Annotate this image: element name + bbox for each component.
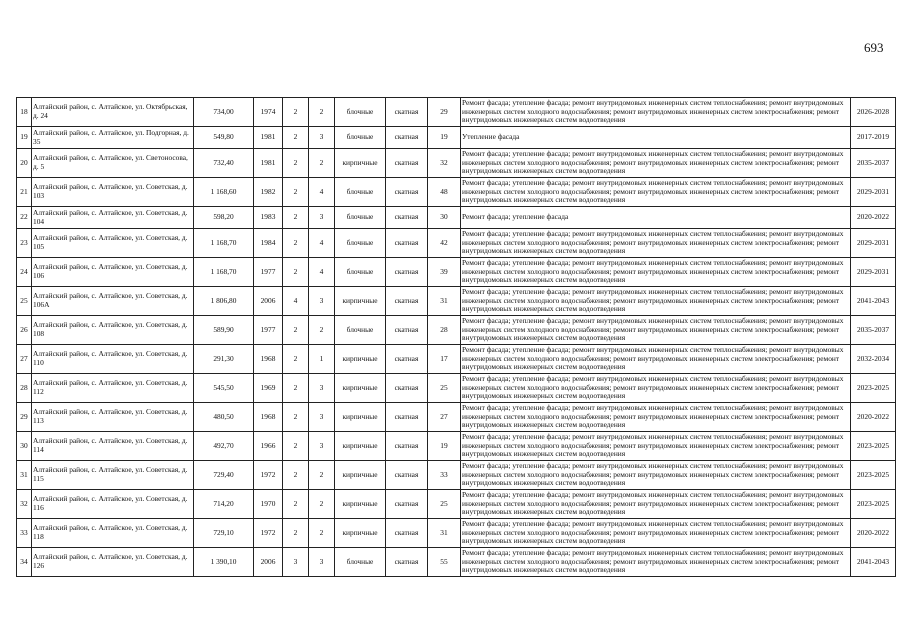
area-cell: 492,70	[194, 432, 254, 461]
floors-cell: 2	[283, 149, 309, 178]
address-cell: Алтайский район, с. Алтайское, ул. Советская, д. 118	[32, 519, 194, 548]
roof-type-cell: скатная	[386, 432, 428, 461]
area-cell: 1 390,10	[194, 548, 254, 577]
repair-period-cell: 2023-2025	[851, 461, 896, 490]
repair-period-cell: 2020-2022	[851, 519, 896, 548]
table-row	[17, 490, 896, 519]
floors-cell: 2	[283, 316, 309, 345]
roof-type-cell: скатная	[386, 345, 428, 374]
row-number: 33	[17, 519, 32, 548]
area-cell: 589,90	[194, 316, 254, 345]
repair-period-cell: 2023-2025	[851, 374, 896, 403]
floors-cell: 2	[283, 258, 309, 287]
address-cell: Алтайский район, с. Алтайское, ул. Советская, д. 112	[32, 374, 194, 403]
residents-cell: 19	[428, 432, 461, 461]
entrances-cell: 3	[309, 287, 335, 316]
area-cell: 1 806,80	[194, 287, 254, 316]
entrances-cell: 3	[309, 207, 335, 229]
roof-type-cell: скатная	[386, 229, 428, 258]
works-cell: Ремонт фасада; утепление фасада; ремонт внутридомовых инженерных систем теплоснабжения; ремонт внутридомовых инженерных систем холодного водоснабжения; ремонт внутридомовых инженерных систем электроснабжения; ремонт внутридомовых инженерных систем водоотведения	[461, 316, 851, 345]
address-cell: Алтайский район, с. Алтайское, ул. Советская, д. 105	[32, 229, 194, 258]
works-cell: Ремонт фасада; утепление фасада; ремонт внутридомовых инженерных систем теплоснабжения; ремонт внутридомовых инженерных систем холодного водоснабжения; ремонт внутридомовых инженерных систем электроснабжения; ремонт внутридомовых инженерных систем водоотведения	[461, 149, 851, 178]
works-cell: Утепление фасада	[461, 127, 851, 149]
address-cell: Алтайский район, с. Алтайское, ул. Светоносова, д. 5	[32, 149, 194, 178]
year-cell: 1974	[254, 98, 283, 127]
year-cell: 1968	[254, 403, 283, 432]
walls-material-cell: кирпичные	[335, 403, 386, 432]
row-number: 19	[17, 127, 32, 149]
entrances-cell: 3	[309, 374, 335, 403]
walls-material-cell: кирпичные	[335, 461, 386, 490]
year-cell: 1977	[254, 258, 283, 287]
table-row	[17, 287, 896, 316]
table-row	[17, 519, 896, 548]
floors-cell: 2	[283, 127, 309, 149]
table-row	[17, 374, 896, 403]
floors-cell: 2	[283, 207, 309, 229]
year-cell: 1982	[254, 178, 283, 207]
walls-material-cell: блочные	[335, 178, 386, 207]
area-cell: 729,40	[194, 461, 254, 490]
works-cell: Ремонт фасада; утепление фасада	[461, 207, 851, 229]
walls-material-cell: блочные	[335, 229, 386, 258]
entrances-cell: 4	[309, 258, 335, 287]
works-cell: Ремонт фасада; утепление фасада; ремонт внутридомовых инженерных систем теплоснабжения; ремонт внутридомовых инженерных систем холодного водоснабжения; ремонт внутридомовых инженерных систем электроснабжения; ремонт внутридомовых инженерных систем водоотведения	[461, 374, 851, 403]
repair-period-cell: 2035-2037	[851, 316, 896, 345]
area-cell: 732,40	[194, 149, 254, 178]
table-row	[17, 178, 896, 207]
year-cell: 1977	[254, 316, 283, 345]
table-row	[17, 229, 896, 258]
table-row	[17, 432, 896, 461]
address-cell: Алтайский район, с. Алтайское, ул. Советская, д. 104	[32, 207, 194, 229]
entrances-cell: 2	[309, 490, 335, 519]
entrances-cell: 3	[309, 432, 335, 461]
repair-period-cell: 2032-2034	[851, 345, 896, 374]
address-cell: Алтайский район, с. Алтайское, ул. Советская, д. 126	[32, 548, 194, 577]
area-cell: 480,50	[194, 403, 254, 432]
roof-type-cell: скатная	[386, 98, 428, 127]
address-cell: Алтайский район, с. Алтайское, ул. Советская, д. 110	[32, 345, 194, 374]
works-cell: Ремонт фасада; утепление фасада; ремонт внутридомовых инженерных систем теплоснабжения; ремонт внутридомовых инженерных систем холодного водоснабжения; ремонт внутридомовых инженерных систем электроснабжения; ремонт внутридомовых инженерных систем водоотведения	[461, 178, 851, 207]
residents-cell: 39	[428, 258, 461, 287]
address-cell: Алтайский район, с. Алтайское, ул. Советская, д. 114	[32, 432, 194, 461]
entrances-cell: 2	[309, 149, 335, 178]
year-cell: 1972	[254, 519, 283, 548]
works-cell: Ремонт фасада; утепление фасада; ремонт внутридомовых инженерных систем теплоснабжения; ремонт внутридомовых инженерных систем холодного водоснабжения; ремонт внутридомовых инженерных систем электроснабжения; ремонт внутридомовых инженерных систем водоотведения	[461, 403, 851, 432]
residents-cell: 32	[428, 149, 461, 178]
row-number: 31	[17, 461, 32, 490]
year-cell: 2006	[254, 287, 283, 316]
works-cell: Ремонт фасада; утепление фасада; ремонт внутридомовых инженерных систем теплоснабжения; ремонт внутридомовых инженерных систем холодного водоснабжения; ремонт внутридомовых инженерных систем электроснабжения; ремонт внутридомовых инженерных систем водоотведения	[461, 258, 851, 287]
row-number: 22	[17, 207, 32, 229]
residents-cell: 30	[428, 207, 461, 229]
roof-type-cell: скатная	[386, 207, 428, 229]
repair-period-cell: 2020-2022	[851, 403, 896, 432]
floors-cell: 2	[283, 178, 309, 207]
address-cell: Алтайский район, с. Алтайское, ул. Советская, д. 106	[32, 258, 194, 287]
repair-period-cell: 2029-2031	[851, 178, 896, 207]
table-row	[17, 127, 896, 149]
year-cell: 1981	[254, 149, 283, 178]
address-cell: Алтайский район, с. Алтайское, ул. Советская, д. 108	[32, 316, 194, 345]
row-number: 28	[17, 374, 32, 403]
residents-cell: 31	[428, 287, 461, 316]
residents-cell: 55	[428, 548, 461, 577]
table-row	[17, 98, 896, 127]
walls-material-cell: блочные	[335, 207, 386, 229]
walls-material-cell: блочные	[335, 258, 386, 287]
floors-cell: 2	[283, 432, 309, 461]
walls-material-cell: блочные	[335, 316, 386, 345]
table-row	[17, 461, 896, 490]
entrances-cell: 2	[309, 98, 335, 127]
floors-cell: 2	[283, 229, 309, 258]
entrances-cell: 1	[309, 345, 335, 374]
repair-period-cell: 2041-2043	[851, 287, 896, 316]
works-cell: Ремонт фасада; утепление фасада; ремонт внутридомовых инженерных систем теплоснабжения; ремонт внутридомовых инженерных систем холодного водоснабжения; ремонт внутридомовых инженерных систем электроснабжения; ремонт внутридомовых инженерных систем водоотведения	[461, 229, 851, 258]
row-number: 34	[17, 548, 32, 577]
page-number: 693	[864, 40, 884, 55]
residents-cell: 25	[428, 374, 461, 403]
entrances-cell: 4	[309, 229, 335, 258]
entrances-cell: 4	[309, 178, 335, 207]
address-cell: Алтайский район, с. Алтайское, ул. Подгорная, д. 35	[32, 127, 194, 149]
roof-type-cell: скатная	[386, 403, 428, 432]
entrances-cell: 2	[309, 461, 335, 490]
walls-material-cell: кирпичные	[335, 345, 386, 374]
works-cell: Ремонт фасада; утепление фасада; ремонт внутридомовых инженерных систем теплоснабжения; ремонт внутридомовых инженерных систем холодного водоснабжения; ремонт внутридомовых инженерных систем электроснабжения; ремонт внутридомовых инженерных систем водоотведения	[461, 432, 851, 461]
table-row	[17, 316, 896, 345]
residents-cell: 42	[428, 229, 461, 258]
roof-type-cell: скатная	[386, 374, 428, 403]
works-cell: Ремонт фасада; утепление фасада; ремонт внутридомовых инженерных систем теплоснабжения; ремонт внутридомовых инженерных систем холодного водоснабжения; ремонт внутридомовых инженерных систем электроснабжения; ремонт внутридомовых инженерных систем водоотведения	[461, 98, 851, 127]
works-cell: Ремонт фасада; утепление фасада; ремонт внутридомовых инженерных систем теплоснабжения; ремонт внутридомовых инженерных систем холодного водоснабжения; ремонт внутридомовых инженерных систем электроснабжения; ремонт внутридомовых инженерных систем водоотведения	[461, 287, 851, 316]
year-cell: 1969	[254, 374, 283, 403]
residents-cell: 28	[428, 316, 461, 345]
address-cell: Алтайский район, с. Алтайское, ул. Советская, д. 115	[32, 461, 194, 490]
residents-cell: 48	[428, 178, 461, 207]
walls-material-cell: кирпичные	[335, 432, 386, 461]
table-body	[17, 98, 896, 577]
table-row	[17, 403, 896, 432]
residents-cell: 31	[428, 519, 461, 548]
year-cell: 1970	[254, 490, 283, 519]
roof-type-cell: скатная	[386, 149, 428, 178]
residents-cell: 29	[428, 98, 461, 127]
table-row	[17, 258, 896, 287]
repair-period-cell: 2029-2031	[851, 229, 896, 258]
repair-period-cell: 2026-2028	[851, 98, 896, 127]
walls-material-cell: блочные	[335, 98, 386, 127]
roof-type-cell: скатная	[386, 258, 428, 287]
row-number: 18	[17, 98, 32, 127]
address-cell: Алтайский район, с. Алтайское, ул. Советская, д. 116	[32, 490, 194, 519]
roof-type-cell: скатная	[386, 287, 428, 316]
floors-cell: 2	[283, 345, 309, 374]
housing-register-table	[16, 97, 896, 577]
address-cell: Алтайский район, с. Алтайское, ул. Октябрьская, д. 24	[32, 98, 194, 127]
year-cell: 1981	[254, 127, 283, 149]
repair-period-cell: 2035-2037	[851, 149, 896, 178]
roof-type-cell: скатная	[386, 316, 428, 345]
walls-material-cell: блочные	[335, 548, 386, 577]
walls-material-cell: кирпичные	[335, 519, 386, 548]
roof-type-cell: скатная	[386, 490, 428, 519]
entrances-cell: 3	[309, 403, 335, 432]
year-cell: 1983	[254, 207, 283, 229]
residents-cell: 27	[428, 403, 461, 432]
year-cell: 1968	[254, 345, 283, 374]
area-cell: 545,50	[194, 374, 254, 403]
works-cell: Ремонт фасада; утепление фасада; ремонт внутридомовых инженерных систем теплоснабжения; ремонт внутридомовых инженерных систем холодного водоснабжения; ремонт внутридомовых инженерных систем электроснабжения; ремонт внутридомовых инженерных систем водоотведения	[461, 490, 851, 519]
area-cell: 734,00	[194, 98, 254, 127]
repair-period-cell: 2023-2025	[851, 432, 896, 461]
entrances-cell: 3	[309, 548, 335, 577]
works-cell: Ремонт фасада; утепление фасада; ремонт внутридомовых инженерных систем теплоснабжения; ремонт внутридомовых инженерных систем холодного водоснабжения; ремонт внутридомовых инженерных систем электроснабжения; ремонт внутридомовых инженерных систем водоотведения	[461, 548, 851, 577]
roof-type-cell: скатная	[386, 548, 428, 577]
floors-cell: 2	[283, 403, 309, 432]
walls-material-cell: кирпичные	[335, 149, 386, 178]
area-cell: 1 168,70	[194, 258, 254, 287]
walls-material-cell: кирпичные	[335, 490, 386, 519]
floors-cell: 3	[283, 548, 309, 577]
residents-cell: 33	[428, 461, 461, 490]
roof-type-cell: скатная	[386, 461, 428, 490]
residents-cell: 17	[428, 345, 461, 374]
row-number: 27	[17, 345, 32, 374]
row-number: 29	[17, 403, 32, 432]
roof-type-cell: скатная	[386, 519, 428, 548]
floors-cell: 2	[283, 461, 309, 490]
area-cell: 1 168,70	[194, 229, 254, 258]
floors-cell: 2	[283, 98, 309, 127]
repair-period-cell: 2029-2031	[851, 258, 896, 287]
entrances-cell: 3	[309, 127, 335, 149]
entrances-cell: 2	[309, 519, 335, 548]
repair-period-cell: 2020-2022	[851, 207, 896, 229]
row-number: 24	[17, 258, 32, 287]
table-row	[17, 207, 896, 229]
walls-material-cell: блочные	[335, 127, 386, 149]
area-cell: 714,20	[194, 490, 254, 519]
floors-cell: 2	[283, 490, 309, 519]
residents-cell: 25	[428, 490, 461, 519]
address-cell: Алтайский район, с. Алтайское, ул. Советская, д. 106А	[32, 287, 194, 316]
floors-cell: 4	[283, 287, 309, 316]
area-cell: 729,10	[194, 519, 254, 548]
repair-period-cell: 2041-2043	[851, 548, 896, 577]
residents-cell: 19	[428, 127, 461, 149]
area-cell: 1 168,60	[194, 178, 254, 207]
repair-period-cell: 2017-2019	[851, 127, 896, 149]
roof-type-cell: скатная	[386, 178, 428, 207]
area-cell: 549,80	[194, 127, 254, 149]
area-cell: 291,30	[194, 345, 254, 374]
row-number: 20	[17, 149, 32, 178]
floors-cell: 2	[283, 519, 309, 548]
row-number: 25	[17, 287, 32, 316]
row-number: 23	[17, 229, 32, 258]
table-row	[17, 345, 896, 374]
row-number: 30	[17, 432, 32, 461]
year-cell: 1984	[254, 229, 283, 258]
entrances-cell: 2	[309, 316, 335, 345]
table-row	[17, 149, 896, 178]
works-cell: Ремонт фасада; утепление фасада; ремонт внутридомовых инженерных систем теплоснабжения; ремонт внутридомовых инженерных систем холодного водоснабжения; ремонт внутридомовых инженерных систем электроснабжения; ремонт внутридомовых инженерных систем водоотведения	[461, 519, 851, 548]
year-cell: 1966	[254, 432, 283, 461]
roof-type-cell: скатная	[386, 127, 428, 149]
year-cell: 1972	[254, 461, 283, 490]
table-row	[17, 548, 896, 577]
floors-cell: 2	[283, 374, 309, 403]
address-cell: Алтайский район, с. Алтайское, ул. Советская, д. 113	[32, 403, 194, 432]
row-number: 26	[17, 316, 32, 345]
repair-period-cell: 2023-2025	[851, 490, 896, 519]
walls-material-cell: кирпичные	[335, 374, 386, 403]
works-cell: Ремонт фасада; утепление фасада; ремонт внутридомовых инженерных систем теплоснабжения; ремонт внутридомовых инженерных систем холодного водоснабжения; ремонт внутридомовых инженерных систем электроснабжения; ремонт внутридомовых инженерных систем водоотведения	[461, 461, 851, 490]
row-number: 32	[17, 490, 32, 519]
area-cell: 598,20	[194, 207, 254, 229]
year-cell: 2006	[254, 548, 283, 577]
row-number: 21	[17, 178, 32, 207]
walls-material-cell: кирпичные	[335, 287, 386, 316]
works-cell: Ремонт фасада; утепление фасада; ремонт внутридомовых инженерных систем теплоснабжения; ремонт внутридомовых инженерных систем холодного водоснабжения; ремонт внутридомовых инженерных систем электроснабжения; ремонт внутридомовых инженерных систем водоотведения	[461, 345, 851, 374]
address-cell: Алтайский район, с. Алтайское, ул. Советская, д. 103	[32, 178, 194, 207]
